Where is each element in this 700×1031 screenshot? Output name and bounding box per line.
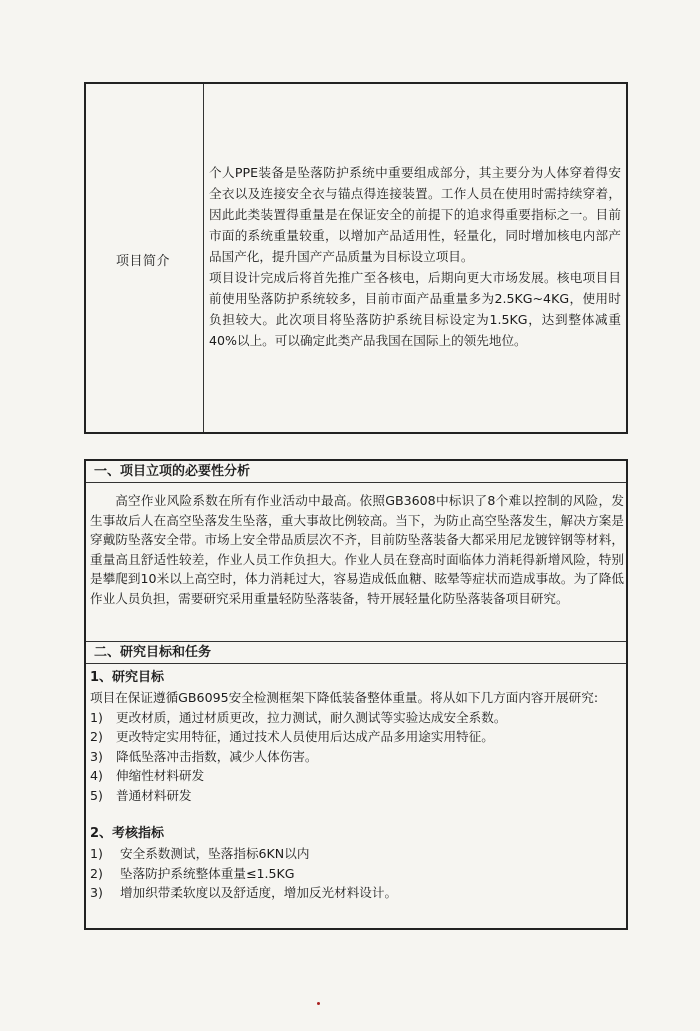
kpi-list [90,844,624,903]
intro-paragraph: 项目设计完成后将首先推广至各核电，后期向更大市场发展。核电项目目前使用坠落防护系统较多，目前市面产品重量多为2.5KG~4KG，使用时负担较大。此次项目将坠落防护系统目标设定为1.5KG，达到整体减重40%以上。可以确定此类产品我国在国际上的领先地位。 [209,270,621,348]
necessity-body [90,491,624,608]
intro-paragraph: 个人PPE装备是坠落防护系统中重要组成部分，其主要分为人体穿着得安全衣以及连接安全衣与锚点得连接装置。工作人员在使用时需持续穿着，因此此类装置得重量是在保证安全的前提下的追求得重要指标之一。目前市面的系统重量较重，以增加产品适用性，轻量化，同时增加核电内部产品国产化，提升国产产品质量为目标设立项目。 [209,165,621,264]
goal-list [90,708,624,806]
section-heading-goals: 二、研究目标和任务 [86,641,626,664]
intro-text [209,162,621,351]
goals-body [90,668,624,903]
kpi-title: 2、考核指标 [90,826,165,841]
project-intro-table [84,82,628,434]
scan-dot-mark [317,1002,320,1005]
list-item: 1) 安全系数测试，坠落指标6KN以内 [90,846,310,861]
list-item: 1) 更改材质，通过材质更改，拉力测试，耐久测试等实验达成安全系数。 [90,709,507,725]
research-goal-intro: 项目在保证遵循GB6095安全检测框架下降低装备整体重量。将从如下几方面内容开展研究: [90,690,599,705]
list-item: 2) 更改特定实用特征，通过技术人员使用后达成产品多用途实用特征。 [90,729,494,744]
research-goal-title: 1、研究目标 [90,670,165,685]
section-heading-necessity: 一、项目立项的必要性分析 [86,461,626,483]
intro-content-cell [204,84,626,432]
list-item: 2) 坠落防护系统整体重量≤1.5KG [90,865,295,881]
intro-label: 项目简介 [116,254,171,269]
research-table [84,459,628,930]
list-item: 3) 增加织带柔软度以及舒适度，增加反光材料设计。 [90,885,398,900]
list-item: 3) 降低坠落冲击指数，减少人体伤害。 [90,748,318,764]
necessity-paragraph: 高空作业风险系数在所有作业活动中最高。依照GB3608中标识了8个难以控制的风险，发生事故后人在高空坠落发生坠落，重大事故比例较高。当下，为防止高空坠落发生，解决方案是穿戴防坠落安全带。市场上安全带品质层次不齐，目前防坠落装备大都采用尼龙镀锌钢等材料，重量高且舒适性较差，作业人员工作负担大。作业人员在登高时面临体力消耗得新增风险，特别是攀爬到10米以上高空时，体力消耗过大，容易造成低血糖、眩晕等症状而造成事故。为了降低作业人员负担，需要研究采用重量轻防坠落装备，特开展轻量化防坠落装备项目研究。 [90,493,624,606]
list-item: 5) 普通材料研发 [90,787,192,803]
list-item: 4) 伸缩性材料研发 [90,768,205,783]
intro-label-cell [86,84,204,432]
